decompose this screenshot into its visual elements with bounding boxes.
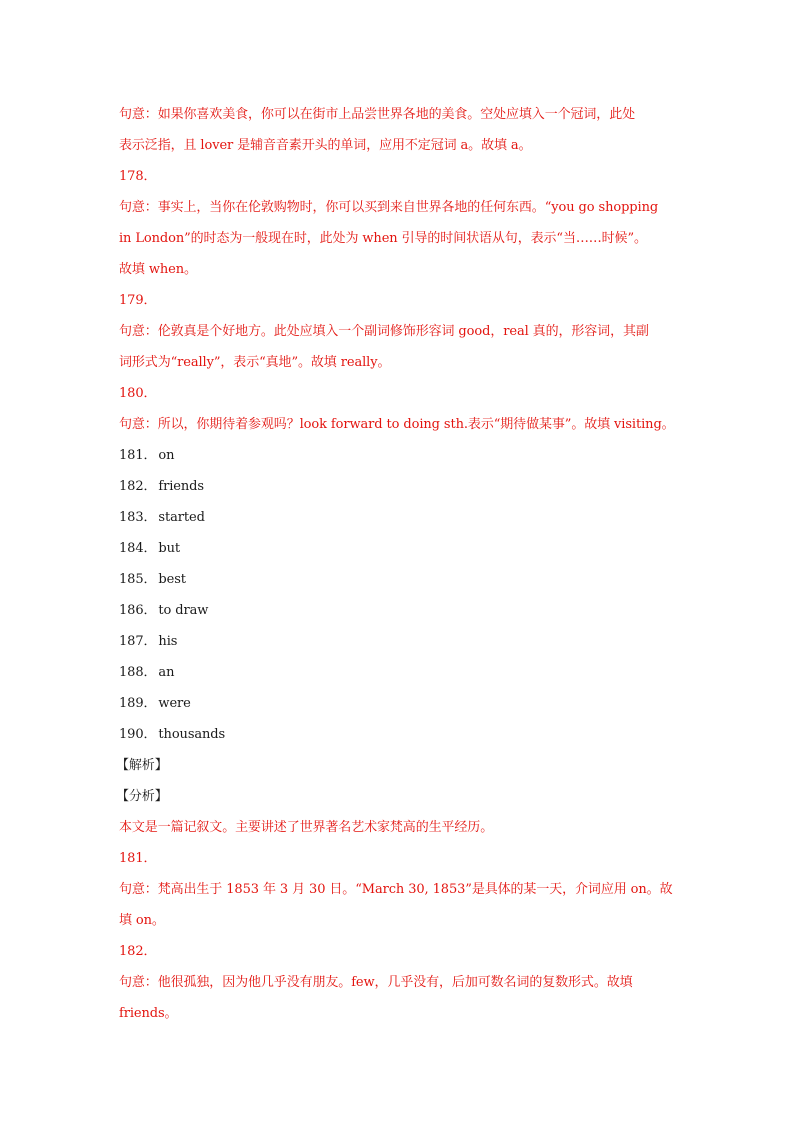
explanation-180-line-1: 句意：所以，你期待着参观吗？look forward to doing sth.表示“期待做某事”。故填 visiting。 bbox=[119, 417, 675, 432]
answer-row bbox=[119, 564, 679, 595]
answer-page bbox=[116, 99, 679, 1029]
answer-value: to draw bbox=[158, 603, 209, 618]
answer-number: 182． bbox=[119, 479, 157, 494]
answer-number: 186． bbox=[119, 603, 157, 618]
answer-value: started bbox=[158, 510, 205, 525]
explanation-179-line-2: 词形式为“really”，表示“真地”。故填 really。 bbox=[119, 355, 391, 370]
explanation-178-line-3: 故填 when。 bbox=[119, 262, 197, 277]
question-number-182: 182． bbox=[119, 944, 157, 959]
answer-value: were bbox=[158, 696, 191, 711]
answer-value: on bbox=[158, 448, 175, 463]
answer-value: friends bbox=[158, 479, 204, 494]
answer-row bbox=[119, 719, 679, 750]
answer-value: his bbox=[158, 634, 178, 649]
question-number-179: 179． bbox=[119, 293, 157, 308]
answer-value: an bbox=[158, 665, 175, 680]
explanation-182-line-1: 句意：他很孤独，因为他几乎没有朋友。few，几乎没有，后加可数名词的复数形式。故填 bbox=[119, 975, 633, 990]
answer-number: 185． bbox=[119, 572, 157, 587]
answer-number: 183． bbox=[119, 510, 157, 525]
answer-number: 187． bbox=[119, 634, 157, 649]
answer-number: 181． bbox=[119, 448, 157, 463]
answer-value: thousands bbox=[158, 727, 226, 742]
jiexi-heading: 【解析】 bbox=[116, 758, 168, 773]
answer-number: 188． bbox=[119, 665, 157, 680]
answer-number: 189． bbox=[119, 696, 157, 711]
explanation-177-line-2: 表示泛指，且 lover 是辅音音素开头的单词，应用不定冠词 a。故填 a。 bbox=[119, 138, 532, 153]
answer-number: 184． bbox=[119, 541, 157, 556]
explanation-181-line-2: 填 on。 bbox=[119, 913, 165, 928]
answer-value: best bbox=[158, 572, 186, 587]
answer-row bbox=[119, 657, 679, 688]
question-number-178: 178． bbox=[119, 169, 157, 184]
explanation-177-line-1: 句意：如果你喜欢美食，你可以在街市上品尝世界各地的美食。空处应填入一个冠词，此处 bbox=[119, 107, 636, 122]
answer-row bbox=[119, 440, 679, 471]
fenxi-heading: 【分析】 bbox=[116, 789, 168, 804]
explanation-178-line-2: in London”的时态为一般现在时，此处为 when 引导的时间状语从句，表示“当……时候”。 bbox=[119, 231, 647, 246]
answer-number: 190． bbox=[119, 727, 157, 742]
answer-value: but bbox=[158, 541, 181, 556]
answer-row bbox=[119, 533, 679, 564]
question-number-181: 181． bbox=[119, 851, 157, 866]
question-number-180: 180． bbox=[119, 386, 157, 401]
answer-row bbox=[119, 595, 679, 626]
explanation-179-line-1: 句意：伦敦真是个好地方。此处应填入一个副词修饰形容词 good，real 真的，形容词，其副 bbox=[119, 324, 649, 339]
explanation-181-line-1: 句意：梵高出生于 1853 年 3 月 30 日。“March 30, 1853”是具体的某一天，介词应用 on。故 bbox=[119, 882, 673, 897]
answer-row bbox=[119, 626, 679, 657]
answer-row bbox=[119, 688, 679, 719]
answer-row bbox=[119, 471, 679, 502]
answer-row bbox=[119, 502, 679, 533]
passage-summary: 本文是一篇记叙文。主要讲述了世界著名艺术家梵高的生平经历。 bbox=[119, 820, 494, 835]
explanation-182-line-2: friends。 bbox=[119, 1006, 178, 1021]
explanation-178-line-1: 句意：事实上，当你在伦敦购物时，你可以买到来自世界各地的任何东西。“you go shopping bbox=[119, 200, 659, 215]
